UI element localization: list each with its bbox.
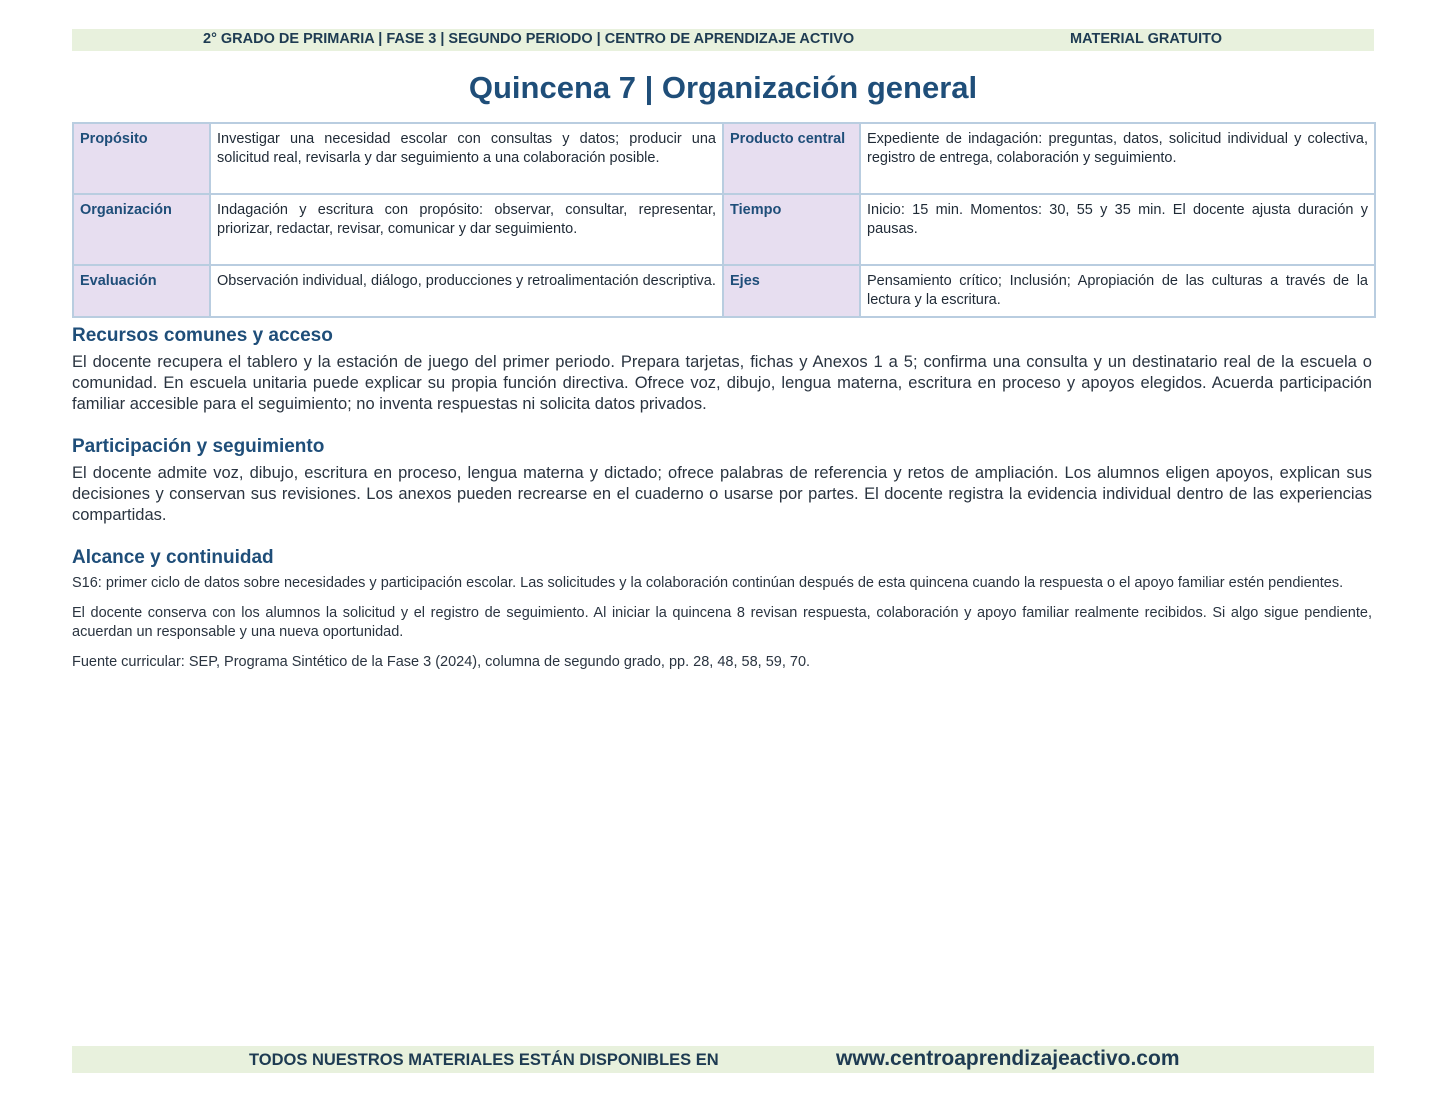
alcance-paragraph-2: El docente conserva con los alumnos la solicitud y el registro de seguimiento. Al iniciar la quincena 8 revisan respuesta, colaboración y apoyo familiar realmente recibidos. Si algo sigue pendiente, acuerdan un responsable y una nueva oportunidad. <box>72 604 1372 640</box>
label-tiempo: Tiempo <box>723 194 860 265</box>
label-evaluacion: Evaluación <box>73 265 210 317</box>
table-row <box>73 194 1375 265</box>
page-title: Quincena 7 | Organización general <box>468 70 978 105</box>
section-heading-participacion: Participación y seguimiento <box>72 436 325 457</box>
footer-bar <box>72 1046 1374 1073</box>
value-organizacion: Indagación y escritura con propósito: observar, consultar, representar, priorizar, redactar, revisar, comunicar y dar seguimiento. <box>210 194 723 265</box>
section-participacion <box>72 435 1372 526</box>
header-free-material: MATERIAL GRATUITO <box>1070 31 1222 47</box>
section-recursos <box>72 324 1372 415</box>
footer-availability-text: TODOS NUESTROS MATERIALES ESTÁN DISPONIBLES EN <box>249 1051 719 1069</box>
value-ejes: Pensamiento crítico; Inclusión; Apropiación de las culturas a través de la lectura y la escritura. <box>860 265 1375 317</box>
section-text-recursos: El docente recupera el tablero y la estación de juego del primer periodo. Prepara tarjetas, fichas y Anexos 1 a 5; confirma una consulta y un destinatario real de la escuela o comunidad. En escuela unitaria puede explicar su propia función directiva. Ofrece voz, dibujo, lengua materna, escritura en proceso y apoyos elegidos. Acuerda participación familiar accesible para el seguimiento; no inventa respuestas ni solicita datos privados. <box>72 353 1372 413</box>
header-bar <box>72 29 1374 51</box>
footer-website-link[interactable]: www.centroaprendizajeactivo.com <box>836 1047 1180 1070</box>
section-text-participacion: El docente admite voz, dibujo, escritura en proceso, lengua materna y dictado; ofrece palabras de referencia y retos de ampliación. Los alumnos eligen apoyos, explican sus decisiones y conservan sus revisiones. Los anexos pueden recrearse en el cuaderno o usarse por partes. El docente registra la evidencia individual dentro de las experiencias compartidas. <box>72 464 1372 524</box>
alcance-paragraph-1: S16: primer ciclo de datos sobre necesidades y participación escolar. Las solicitudes y la colaboración continúan después de esta quincena cuando la respuesta o el apoyo familiar estén pendientes. <box>72 575 1344 591</box>
table-row <box>73 265 1375 317</box>
section-alcance <box>72 546 1372 672</box>
value-producto-central: Expediente de indagación: preguntas, datos, solicitud individual y colectiva, registro de entrega, colaboración y seguimiento. <box>860 123 1375 194</box>
header-grade-info: 2° GRADO DE PRIMARIA | FASE 3 | SEGUNDO PERIODO | CENTRO DE APRENDIZAJE ACTIVO <box>203 31 855 47</box>
table-row <box>73 123 1375 194</box>
label-ejes: Ejes <box>723 265 860 317</box>
section-heading-recursos: Recursos comunes y acceso <box>72 325 333 346</box>
value-tiempo: Inicio: 15 min. Momentos: 30, 55 y 35 min. El docente ajusta duración y pausas. <box>860 194 1375 265</box>
value-proposito: Investigar una necesidad escolar con consultas y datos; producir una solicitud real, revisarla y dar seguimiento a una colaboración posible. <box>210 123 723 194</box>
label-proposito: Propósito <box>73 123 210 194</box>
value-evaluacion: Observación individual, diálogo, producciones y retroalimentación descriptiva. <box>210 265 723 317</box>
curricular-source: Fuente curricular: SEP, Programa Sintético de la Fase 3 (2024), columna de segundo grado, pp. 28, 48, 58, 59, 70. <box>72 653 811 670</box>
label-producto-central: Producto central <box>723 123 860 194</box>
summary-table <box>72 122 1376 318</box>
label-organizacion: Organización <box>73 194 210 265</box>
section-heading-alcance: Alcance y continuidad <box>72 547 274 568</box>
